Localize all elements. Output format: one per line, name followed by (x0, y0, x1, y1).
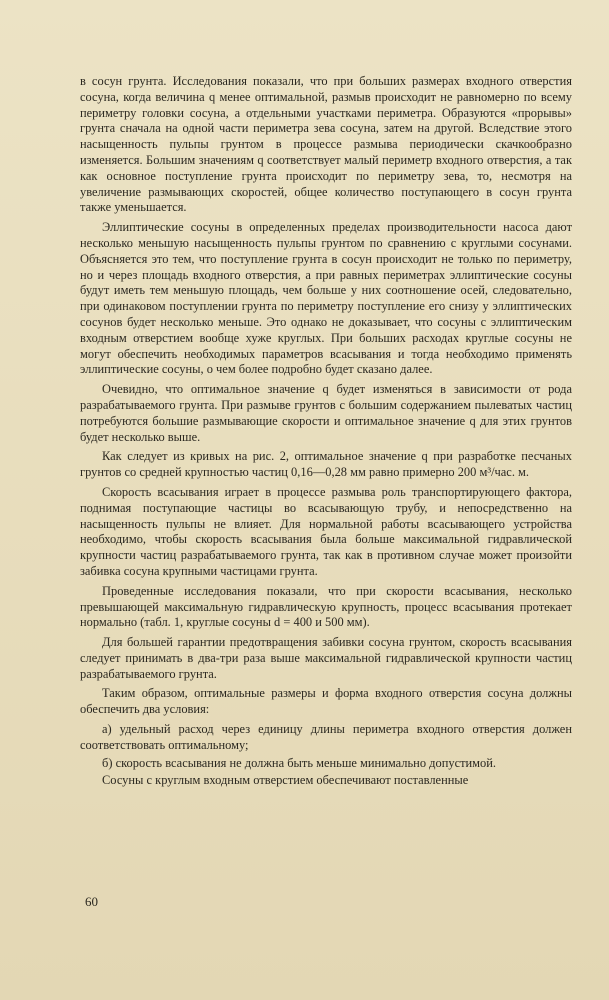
page-number: 60 (85, 894, 98, 909)
paragraph: Для большей гарантии предотвращения забивки сосуна грунтом, скорость всасывания следует принимать в два-три раза выше максимальной гидравлической крупности частиц разрабатываемого грунта. (80, 635, 572, 681)
paragraph: Проведенные исследования показали, что при скорости всасывания, несколько превышающей максимальную гидравлическую крупность, процесс всасывания протекает нормально (табл. 1, круглые сосуны d = 400 и 500 мм). (80, 583, 572, 630)
paragraph: Скорость всасывания играет в процессе размыва роль транспортирующего фактора, поднимая поступающие частицы во всасывающую трубу, и непосредственно на насыщенность пульпы не влияет. Для нормальной работы всасывающего устройства необходимо, чтобы скорость всасывания была больше максимальной гидравлической крупности частиц разрабатываемого грунта, так как в противном случае может произойти забивка сосуна крупными частицами грунта. (80, 484, 572, 578)
paragraph: Сосуны с круглым входным отверстием обеспечивают поставленные (102, 773, 469, 788)
list-item: б) скорость всасывания не должна быть меньше минимально допустимой. (102, 755, 497, 770)
paragraph: в сосун грунта. Исследования показали, что при больших размерах входного отверстия сосуна, когда величина q менее оптимальной, размыв происходит не равномерно по всему периметру головки сосуна, а отдельными участками периметра. Образуются «прорывы» грунта сначала на одной части периметра зева сосуна, затем на другой. Вследствие этого насыщенность пульпы грунтом в процессе размыва периодически скачкообразно изменяется. Большим значениям q соответствует малый периметр входного отверстия, а так как основное поступление грунта происходит по периметру зева, то, несмотря на увеличение размывающих скоростей, общее количество поступающего в сосун грунта также уменьшается. (80, 74, 572, 215)
paragraph: Как следует из кривых на рис. 2, оптимальное значение q при разработке песчаных грунтов со средней крупностью частиц 0,16—0,28 мм равно примерно 200 м³/час. м. (80, 449, 572, 480)
paragraph: Эллиптические сосуны в определенных пределах производительности насоса дают несколько меньшую насыщенность пульпы грунтом по сравнению с круглыми сосунами. Объясняется это тем, что поступление грунта в сосун происходит не только по периметру, но и через площадь входного отверстия, а при равных периметрах эллиптические сосуны будут иметь тем меньшую площадь, чем больше у них соотношение осей, следовательно, при одинаковом поступлении грунта по периметру поступление его снизу у эллиптических сосунов будет несколько меньше. Это однако не доказывает, что сосуны с эллиптическим входным отверстием вообще хуже круглых. При больших расходах круглые сосуны не могут обеспечить необходимых параметров всасывания и тогда необходимо применять эллиптические сосуны, о чем более подробно будет сказано далее. (80, 220, 572, 377)
paragraph: Очевидно, что оптимальное значение q будет изменяться в зависимости от рода разрабатываемого грунта. При размыве грунтов с большим содержанием пылеватых частиц потребуются большие размывающие скорости и оптимальное значение q для этих грунтов будет несколько выше. (80, 382, 572, 444)
paragraph: Таким образом, оптимальные размеры и форма входного отверстия сосуна должны обеспечить два условия: (80, 686, 572, 717)
list-item: а) удельный расход через единицу длины периметра входного отверстия должен соответствовать оптимальному; (80, 722, 572, 752)
body-text (80, 74, 572, 793)
